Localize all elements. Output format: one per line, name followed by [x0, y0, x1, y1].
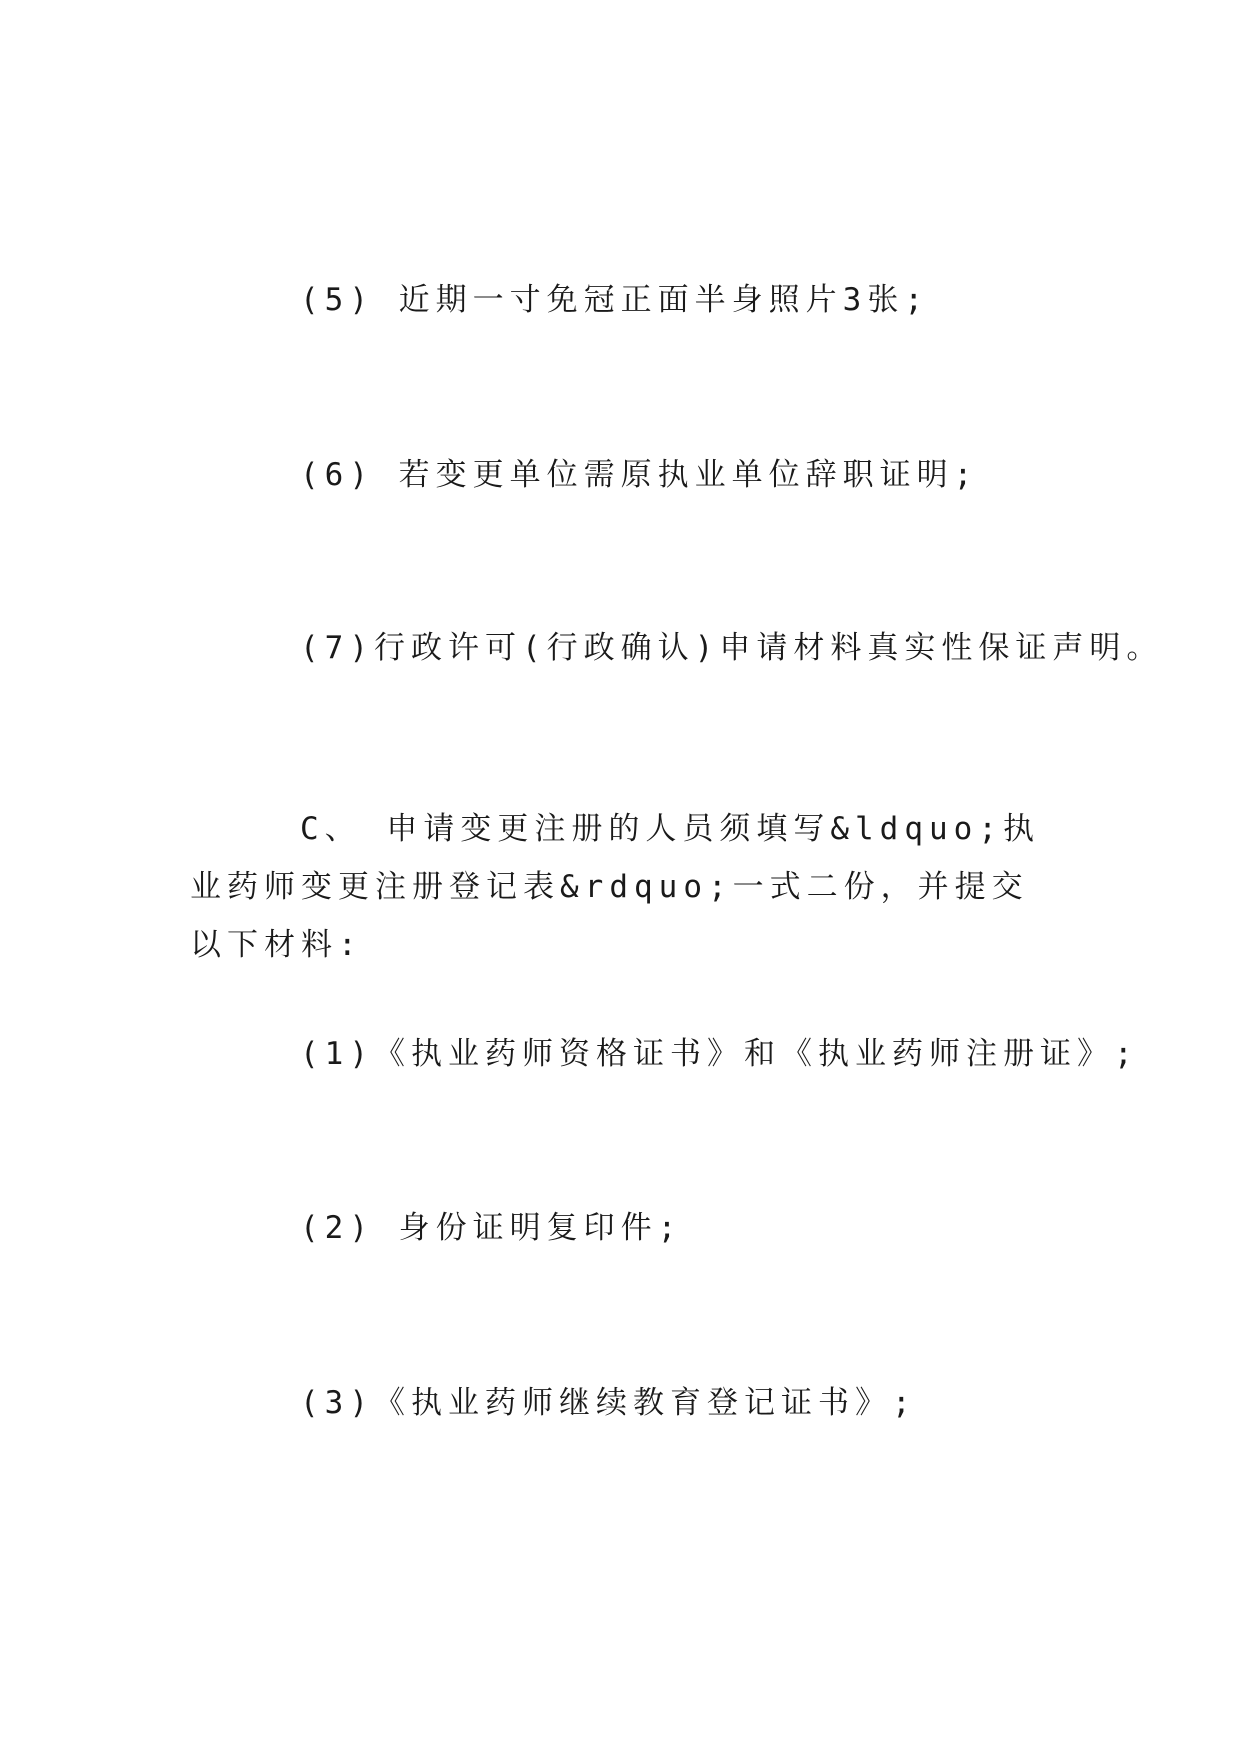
- item-3-education-certificate: (3)《执业药师继续教育登记证书》;: [300, 1385, 917, 1421]
- section-c-paragraph: C、 申请变更注册的人员须填写&ldquo;执业药师变更注册登记表&rdquo;一式二份，并提交以下材料:: [190, 811, 1040, 963]
- item-2-id-copy: (2) 身份证明复印件;: [300, 1210, 683, 1246]
- item-6-resignation-proof: (6) 若变更单位需原执业单位辞职证明;: [300, 457, 979, 493]
- item-7-authenticity-statement: (7)行政许可(行政确认)申请材料真实性保证声明。: [300, 630, 1164, 666]
- item-5-photos: (5) 近期一寸免冠正面半身照片3张;: [300, 282, 929, 318]
- item-1-certificates: (1)《执业药师资格证书》和《执业药师注册证》;: [300, 1036, 1139, 1072]
